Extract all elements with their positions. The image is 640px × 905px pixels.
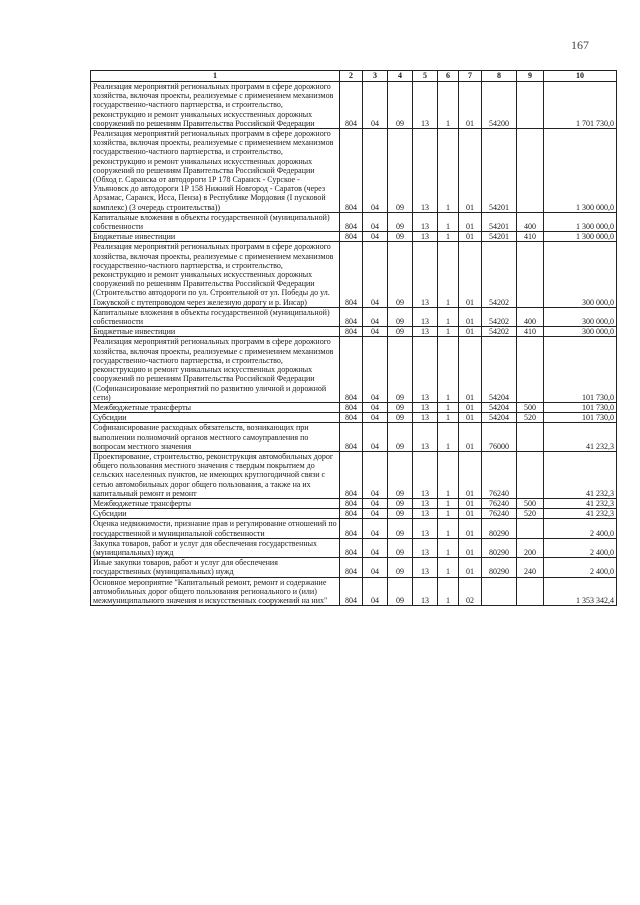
event-cell: 01 <box>459 232 482 242</box>
direction-cell: 54201 <box>482 232 517 242</box>
direction-cell: 54202 <box>482 327 517 337</box>
amount-cell: 41 232,3 <box>544 498 617 508</box>
direction-cell: 80290 <box>482 558 517 577</box>
program-cell: 13 <box>413 402 438 412</box>
subsection-cell: 09 <box>388 129 413 213</box>
header-cell: 3 <box>363 71 388 82</box>
section-cell: 04 <box>363 558 388 577</box>
table-row <box>91 327 617 337</box>
table-row <box>91 451 617 498</box>
event-cell: 01 <box>459 538 482 557</box>
expense-type-cell: 500 <box>517 402 544 412</box>
row-name-cell: Реализация мероприятий региональных программ в сфере дорожного хозяйства, включая проекты, реализуемые с применением механизмов государственно-частного партнерства, и строительство, реконструкцию и ремонт уникальных искусственных дорожных сооружений по решениям Правительства Российской Федерации <box>91 82 340 129</box>
subsection-cell: 09 <box>388 413 413 423</box>
row-name-cell: Софинансирование расходных обязательств, возникающих при выполнении полномочий органов местного самоуправления по вопросам местного значения <box>91 423 340 452</box>
section-cell: 04 <box>363 538 388 557</box>
event-cell: 01 <box>459 509 482 519</box>
table-row <box>91 337 617 402</box>
amount-cell: 2 400,0 <box>544 538 617 557</box>
row-name-cell: Реализация мероприятий региональных программ в сфере дорожного хозяйства, включая проекты, реализуемые с применением механизмов государственно-частного партнерства, и строительство, реконструкцию и ремонт уникальных искусственных дорожных сооружений по решениям Правительства Российской Федерации (Строительство автодороги по ул. Строительной от ул. Победы до ул. Гожувской с путепроводом через железную дорогу и р. Инсар) <box>91 242 340 307</box>
admin-code-cell: 804 <box>340 242 363 307</box>
admin-code-cell: 804 <box>340 82 363 129</box>
expense-type-cell: 520 <box>517 413 544 423</box>
section-cell: 04 <box>363 82 388 129</box>
direction-cell: 54200 <box>482 82 517 129</box>
table-row <box>91 577 617 606</box>
section-cell: 04 <box>363 129 388 213</box>
subsection-cell: 09 <box>388 337 413 402</box>
subprogram-cell: 1 <box>438 509 459 519</box>
amount-cell: 1 701 730,0 <box>544 82 617 129</box>
table-row <box>91 212 617 231</box>
program-cell: 13 <box>413 327 438 337</box>
section-cell: 04 <box>363 212 388 231</box>
program-cell: 13 <box>413 519 438 538</box>
program-cell: 13 <box>413 129 438 213</box>
expense-type-cell <box>517 519 544 538</box>
amount-cell: 300 000,0 <box>544 327 617 337</box>
amount-cell: 1 300 000,0 <box>544 212 617 231</box>
subprogram-cell: 1 <box>438 82 459 129</box>
row-name-cell: Закупка товаров, работ и услуг для обеспечения государственных (муниципальных) нужд <box>91 538 340 557</box>
table-row <box>91 242 617 307</box>
subprogram-cell: 1 <box>438 538 459 557</box>
direction-cell: 76240 <box>482 498 517 508</box>
table-row <box>91 82 617 129</box>
table-row <box>91 413 617 423</box>
row-name-cell: Реализация мероприятий региональных программ в сфере дорожного хозяйства, включая проекты, реализуемые с применением механизмов государственно-частного партнерства, и строительство, реконструкцию и ремонт уникальных искусственных дорожных сооружений по решениям Правительства Российской Федерации (Обход г. Саранска от автодороги 1Р 178 Саранск - Сурское - Ульяновск до автодороги 1Р 158 Нижний Новгород - Саратов (через Арзамас, Саранск, Исса, Пенза) в Республике Мордовия (I пусковой комплекс) (3 очередь строительства)) <box>91 129 340 213</box>
section-cell: 04 <box>363 519 388 538</box>
header-cell: 7 <box>459 71 482 82</box>
subprogram-cell: 1 <box>438 402 459 412</box>
section-cell: 04 <box>363 307 388 326</box>
program-cell: 13 <box>413 307 438 326</box>
event-cell: 01 <box>459 423 482 452</box>
table-row <box>91 509 617 519</box>
table-row <box>91 402 617 412</box>
section-cell: 04 <box>363 232 388 242</box>
amount-cell: 41 232,3 <box>544 509 617 519</box>
program-cell: 13 <box>413 498 438 508</box>
subsection-cell: 09 <box>388 558 413 577</box>
direction-cell <box>482 577 517 606</box>
section-cell: 04 <box>363 242 388 307</box>
row-name-cell: Бюджетные инвестиции <box>91 232 340 242</box>
table-row <box>91 307 617 326</box>
amount-cell: 300 000,0 <box>544 242 617 307</box>
program-cell: 13 <box>413 82 438 129</box>
subprogram-cell: 1 <box>438 129 459 213</box>
subprogram-cell: 1 <box>438 451 459 498</box>
row-name-cell: Капитальные вложения в объекты государственной (муниципальной) собственности <box>91 212 340 231</box>
direction-cell: 76240 <box>482 451 517 498</box>
event-cell: 01 <box>459 402 482 412</box>
section-cell: 04 <box>363 402 388 412</box>
amount-cell: 1 353 342,4 <box>544 577 617 606</box>
header-row <box>91 71 617 82</box>
expense-type-cell: 240 <box>517 558 544 577</box>
table-row <box>91 498 617 508</box>
subprogram-cell: 1 <box>438 519 459 538</box>
budget-table <box>90 70 617 606</box>
page-number: 167 <box>571 38 589 52</box>
section-cell: 04 <box>363 577 388 606</box>
program-cell: 13 <box>413 212 438 231</box>
direction-cell: 54204 <box>482 413 517 423</box>
admin-code-cell: 804 <box>340 232 363 242</box>
admin-code-cell: 804 <box>340 212 363 231</box>
admin-code-cell: 804 <box>340 327 363 337</box>
table-row <box>91 558 617 577</box>
expense-type-cell <box>517 423 544 452</box>
direction-cell: 54202 <box>482 242 517 307</box>
subsection-cell: 09 <box>388 82 413 129</box>
row-name-cell: Реализация мероприятий региональных программ в сфере дорожного хозяйства, включая проекты, реализуемые с применением механизмов государственно-частного партнерства, и строительство, реконструкцию и ремонт уникальных искусственных дорожных сооружений по решениям Правительства Российской Федерации (Софинансирование мероприятий по развитию уличной и дорожной сети) <box>91 337 340 402</box>
section-cell: 04 <box>363 327 388 337</box>
admin-code-cell: 804 <box>340 558 363 577</box>
subsection-cell: 09 <box>388 242 413 307</box>
table-row <box>91 519 617 538</box>
section-cell: 04 <box>363 423 388 452</box>
admin-code-cell: 804 <box>340 498 363 508</box>
section-cell: 04 <box>363 413 388 423</box>
event-cell: 01 <box>459 212 482 231</box>
direction-cell: 54204 <box>482 337 517 402</box>
subprogram-cell: 1 <box>438 337 459 402</box>
row-name-cell: Капитальные вложения в объекты государственной (муниципальной) собственности <box>91 307 340 326</box>
event-cell: 02 <box>459 577 482 606</box>
section-cell: 04 <box>363 509 388 519</box>
program-cell: 13 <box>413 337 438 402</box>
program-cell: 13 <box>413 451 438 498</box>
subsection-cell: 09 <box>388 519 413 538</box>
amount-cell: 41 232,3 <box>544 423 617 452</box>
direction-cell: 54201 <box>482 212 517 231</box>
program-cell: 13 <box>413 509 438 519</box>
subsection-cell: 09 <box>388 498 413 508</box>
subsection-cell: 09 <box>388 402 413 412</box>
direction-cell: 54202 <box>482 307 517 326</box>
table-row <box>91 129 617 213</box>
event-cell: 01 <box>459 519 482 538</box>
amount-cell: 1 300 000,0 <box>544 232 617 242</box>
admin-code-cell: 804 <box>340 509 363 519</box>
subprogram-cell: 1 <box>438 498 459 508</box>
subprogram-cell: 1 <box>438 327 459 337</box>
subprogram-cell: 1 <box>438 212 459 231</box>
program-cell: 13 <box>413 413 438 423</box>
admin-code-cell: 804 <box>340 519 363 538</box>
subprogram-cell: 1 <box>438 413 459 423</box>
expense-type-cell: 400 <box>517 307 544 326</box>
admin-code-cell: 804 <box>340 402 363 412</box>
direction-cell: 76240 <box>482 509 517 519</box>
program-cell: 13 <box>413 538 438 557</box>
event-cell: 01 <box>459 451 482 498</box>
amount-cell: 300 000,0 <box>544 307 617 326</box>
admin-code-cell: 804 <box>340 413 363 423</box>
direction-cell: 80290 <box>482 538 517 557</box>
subsection-cell: 09 <box>388 212 413 231</box>
subprogram-cell: 1 <box>438 232 459 242</box>
admin-code-cell: 804 <box>340 307 363 326</box>
table-row <box>91 538 617 557</box>
amount-cell: 2 400,0 <box>544 519 617 538</box>
table-row <box>91 232 617 242</box>
amount-cell: 2 400,0 <box>544 558 617 577</box>
header-cell: 2 <box>340 71 363 82</box>
row-name-cell: Межбюджетные трансферты <box>91 402 340 412</box>
subsection-cell: 09 <box>388 327 413 337</box>
expense-type-cell: 410 <box>517 232 544 242</box>
event-cell: 01 <box>459 242 482 307</box>
row-name-cell: Иные закупки товаров, работ и услуг для обеспечения государственных (муниципальных) нужд <box>91 558 340 577</box>
admin-code-cell: 804 <box>340 423 363 452</box>
direction-cell: 80290 <box>482 519 517 538</box>
expense-type-cell: 400 <box>517 212 544 231</box>
amount-cell: 101 730,0 <box>544 337 617 402</box>
direction-cell: 76000 <box>482 423 517 452</box>
event-cell: 01 <box>459 337 482 402</box>
admin-code-cell: 804 <box>340 129 363 213</box>
amount-cell: 101 730,0 <box>544 413 617 423</box>
section-cell: 04 <box>363 498 388 508</box>
subsection-cell: 09 <box>388 423 413 452</box>
expense-type-cell: 410 <box>517 327 544 337</box>
program-cell: 13 <box>413 558 438 577</box>
header-cell: 9 <box>517 71 544 82</box>
expense-type-cell <box>517 82 544 129</box>
program-cell: 13 <box>413 232 438 242</box>
header-cell: 10 <box>544 71 617 82</box>
row-name-cell: Субсидии <box>91 509 340 519</box>
event-cell: 01 <box>459 307 482 326</box>
program-cell: 13 <box>413 242 438 307</box>
amount-cell: 1 300 000,0 <box>544 129 617 213</box>
header-cell: 5 <box>413 71 438 82</box>
event-cell: 01 <box>459 82 482 129</box>
admin-code-cell: 804 <box>340 451 363 498</box>
subsection-cell: 09 <box>388 577 413 606</box>
subprogram-cell: 1 <box>438 577 459 606</box>
row-name-cell: Основное мероприятие "Капитальный ремонт, ремонт и содержание автомобильных дорог общего пользования регионального и (или) межмуниципального значения и искусственных сооружений на них" <box>91 577 340 606</box>
admin-code-cell: 804 <box>340 538 363 557</box>
event-cell: 01 <box>459 413 482 423</box>
admin-code-cell: 804 <box>340 577 363 606</box>
row-name-cell: Оценка недвижимости, признание прав и регулирование отношений по государственной и муниципальной собственности <box>91 519 340 538</box>
program-cell: 13 <box>413 423 438 452</box>
subprogram-cell: 1 <box>438 307 459 326</box>
subsection-cell: 09 <box>388 451 413 498</box>
section-cell: 04 <box>363 337 388 402</box>
admin-code-cell: 804 <box>340 337 363 402</box>
expense-type-cell <box>517 129 544 213</box>
event-cell: 01 <box>459 498 482 508</box>
subsection-cell: 09 <box>388 538 413 557</box>
amount-cell: 101 730,0 <box>544 402 617 412</box>
header-cell: 1 <box>91 71 340 82</box>
row-name-cell: Межбюджетные трансферты <box>91 498 340 508</box>
expense-type-cell <box>517 577 544 606</box>
direction-cell: 54204 <box>482 402 517 412</box>
expense-type-cell: 520 <box>517 509 544 519</box>
amount-cell: 41 232,3 <box>544 451 617 498</box>
expense-type-cell <box>517 451 544 498</box>
expense-type-cell <box>517 242 544 307</box>
table-body <box>91 82 617 606</box>
event-cell: 01 <box>459 558 482 577</box>
header-cell: 4 <box>388 71 413 82</box>
program-cell: 13 <box>413 577 438 606</box>
table-row <box>91 423 617 452</box>
event-cell: 01 <box>459 129 482 213</box>
subprogram-cell: 1 <box>438 558 459 577</box>
expense-type-cell <box>517 337 544 402</box>
direction-cell: 54201 <box>482 129 517 213</box>
event-cell: 01 <box>459 327 482 337</box>
row-name-cell: Проектирование, строительство, реконструкция автомобильных дорог общего пользования местного значения с твердым покрытием до сельских населенных пунктов, не имеющих круглогодичной связи с сетью автомобильных дорог общего пользования, а также на их капитальный ремонт и ремонт <box>91 451 340 498</box>
header-cell: 8 <box>482 71 517 82</box>
subsection-cell: 09 <box>388 307 413 326</box>
row-name-cell: Субсидии <box>91 413 340 423</box>
subprogram-cell: 1 <box>438 423 459 452</box>
expense-type-cell: 200 <box>517 538 544 557</box>
subsection-cell: 09 <box>388 232 413 242</box>
subsection-cell: 09 <box>388 509 413 519</box>
section-cell: 04 <box>363 451 388 498</box>
header-cell: 6 <box>438 71 459 82</box>
row-name-cell: Бюджетные инвестиции <box>91 327 340 337</box>
expense-type-cell: 500 <box>517 498 544 508</box>
subprogram-cell: 1 <box>438 242 459 307</box>
